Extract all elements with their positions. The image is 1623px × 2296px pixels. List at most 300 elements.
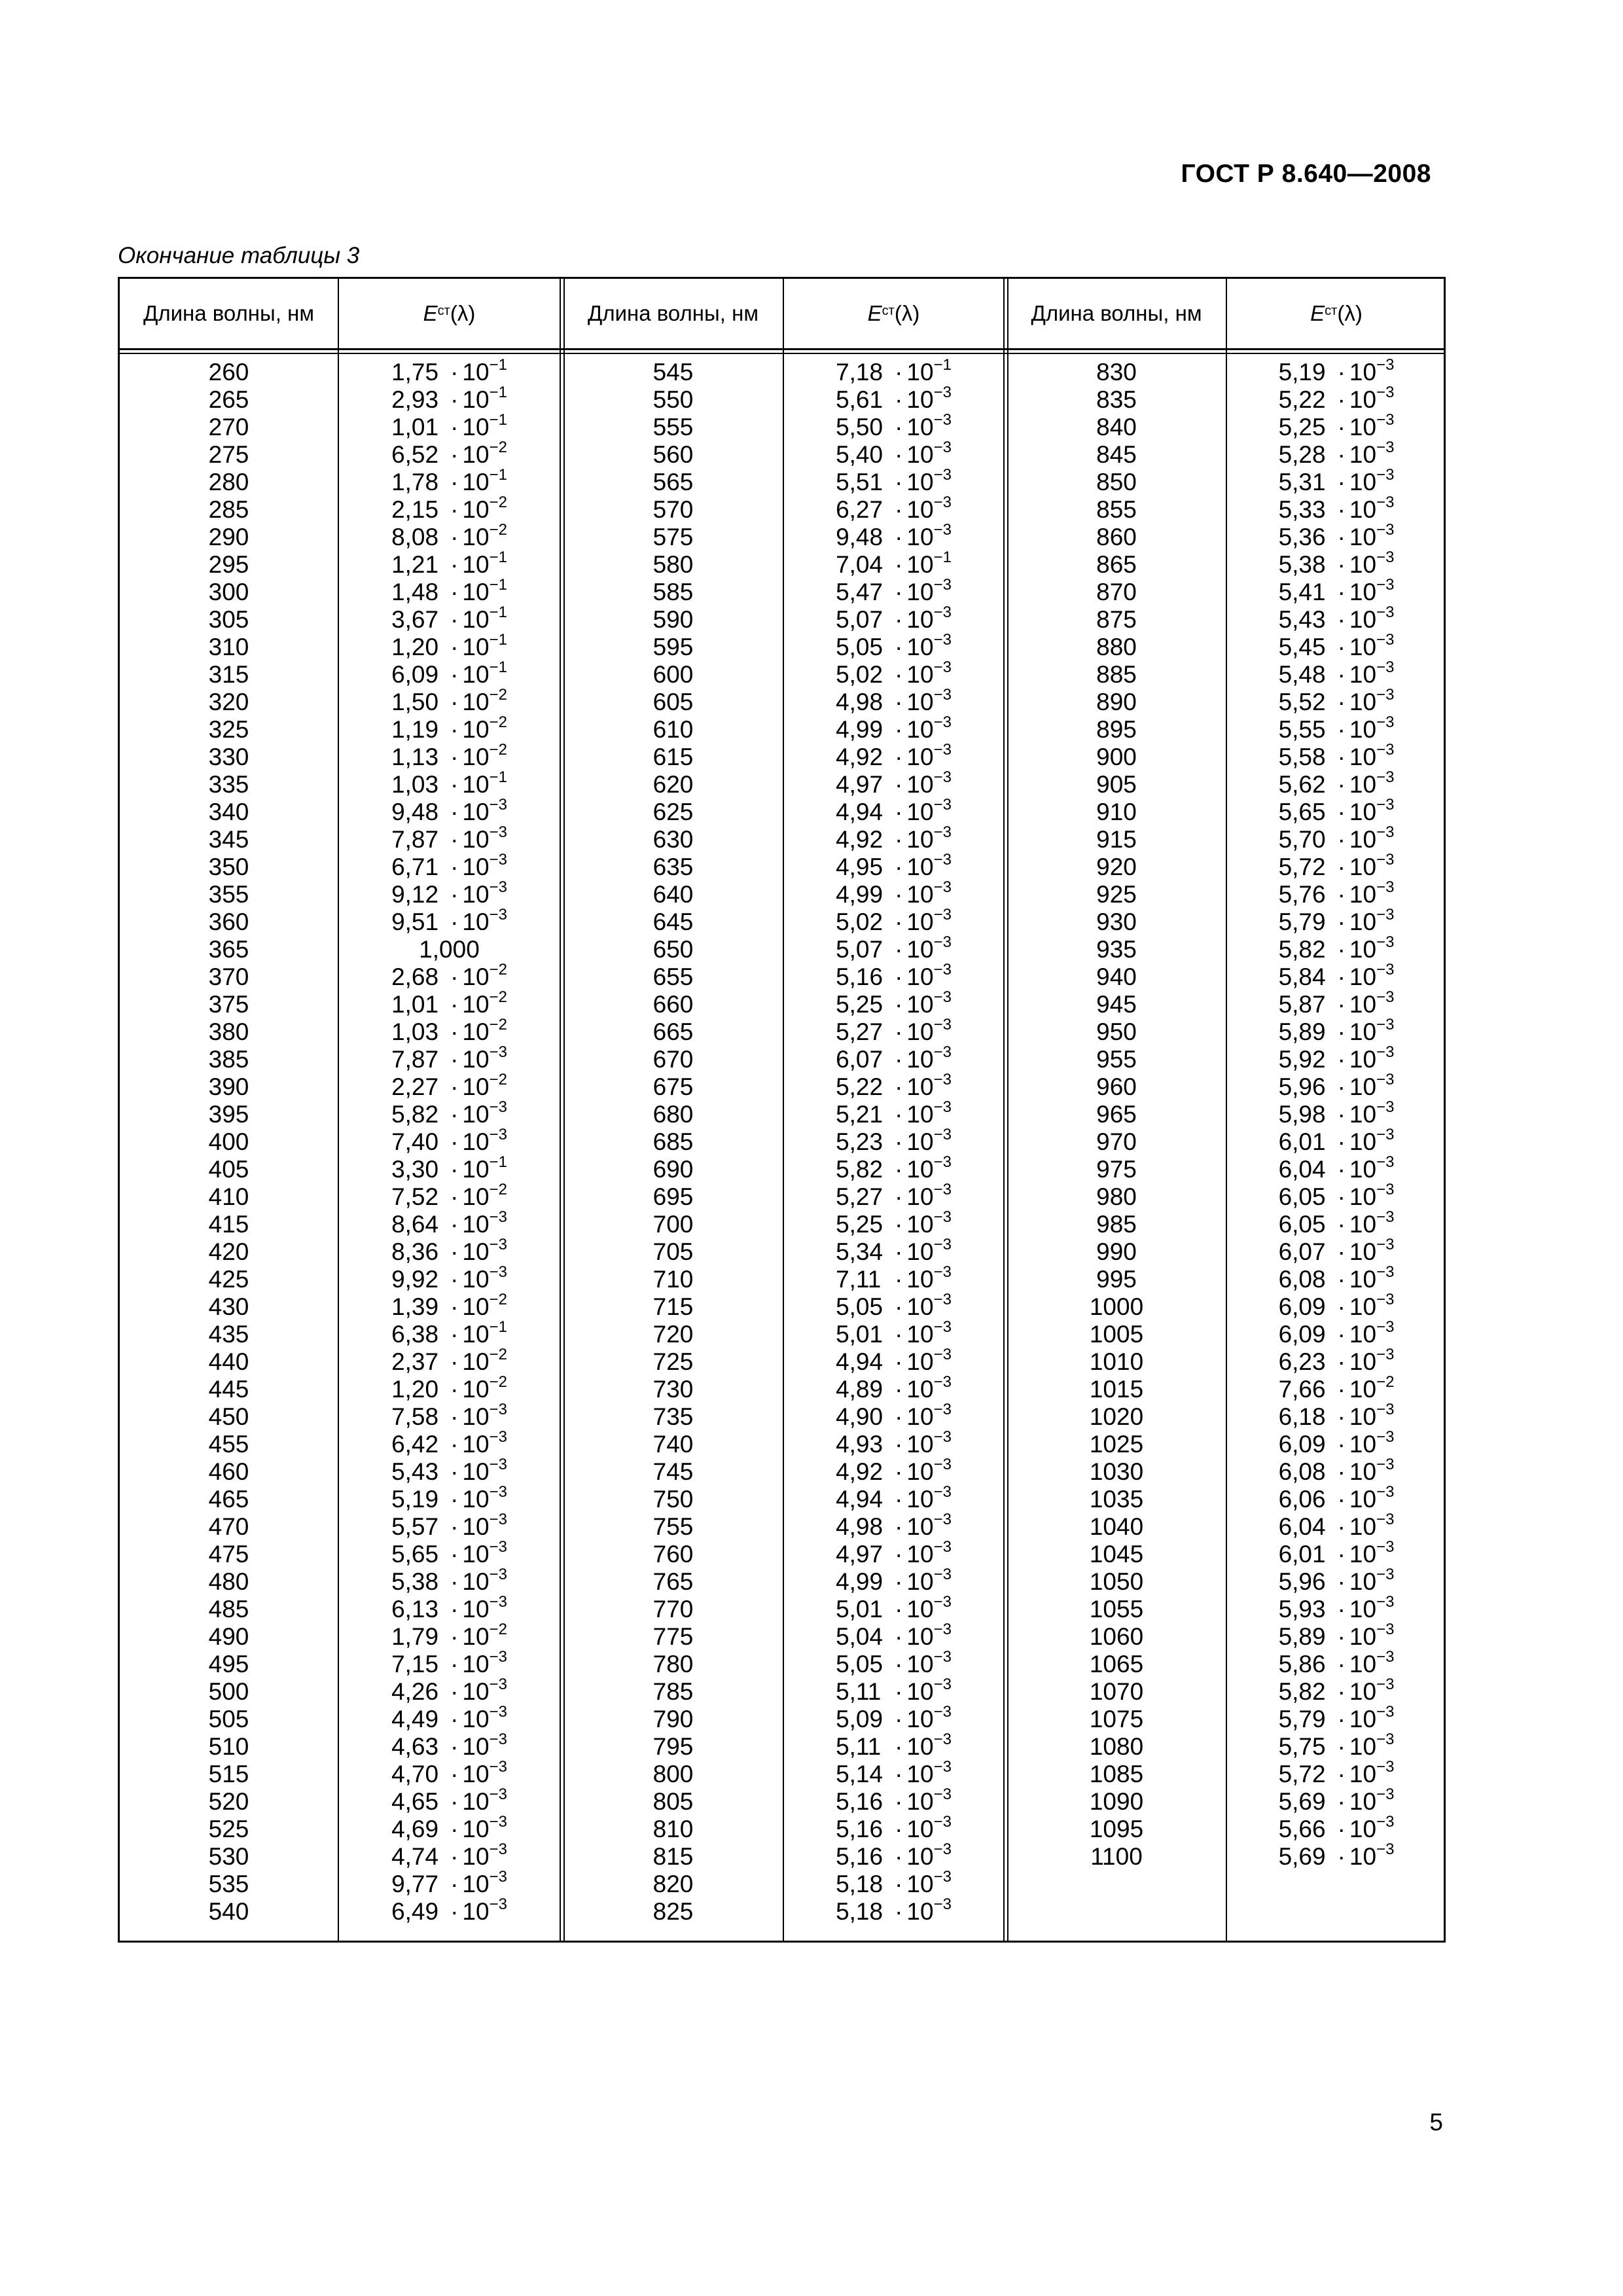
multiply-dot: · bbox=[895, 606, 903, 633]
base-ten: 10 bbox=[906, 414, 934, 440]
value-cell bbox=[784, 1895, 1003, 1926]
base-ten: 10 bbox=[906, 386, 934, 413]
multiply-dot: · bbox=[450, 1293, 459, 1320]
wavelength-cell: 645 bbox=[652, 908, 694, 935]
value-mantissa: 4,94 bbox=[836, 1486, 883, 1513]
base-ten: 10 bbox=[1349, 661, 1377, 688]
base-ten: 10 bbox=[1349, 1651, 1377, 1677]
multiply-dot: · bbox=[1337, 1293, 1346, 1320]
multiply-dot: · bbox=[450, 1678, 459, 1705]
value-cell bbox=[1227, 576, 1446, 606]
value-cell bbox=[1227, 1318, 1446, 1348]
value-mantissa: 5,98 bbox=[1278, 1101, 1326, 1128]
value-mantissa: 5,22 bbox=[836, 1073, 883, 1100]
value-mantissa: 5,86 bbox=[1278, 1651, 1326, 1677]
wavelength-cell: 515 bbox=[208, 1761, 249, 1787]
value-exponent: −3 bbox=[489, 1895, 507, 1913]
base-ten: 10 bbox=[462, 1513, 490, 1540]
multiply-dot: · bbox=[895, 524, 903, 550]
spectral-table bbox=[118, 277, 1446, 1943]
base-ten: 10 bbox=[906, 1678, 934, 1705]
value-cell bbox=[784, 1018, 1003, 1046]
multiply-dot: · bbox=[1337, 991, 1346, 1018]
value-exponent: −3 bbox=[1376, 384, 1395, 401]
wavelength-cell: 380 bbox=[208, 1018, 249, 1045]
value-exponent: −3 bbox=[1376, 1456, 1395, 1473]
value-mantissa: 4,95 bbox=[836, 853, 883, 880]
value-cell bbox=[784, 1403, 1003, 1431]
header-ev bbox=[1227, 279, 1446, 348]
base-ten: 10 bbox=[1349, 1348, 1377, 1375]
base-ten: 10 bbox=[462, 1706, 490, 1732]
multiply-dot: · bbox=[1337, 1183, 1346, 1210]
base-ten: 10 bbox=[462, 1238, 490, 1265]
value-cell bbox=[1227, 1813, 1446, 1843]
value-exponent: −2 bbox=[489, 961, 507, 978]
multiply-dot: · bbox=[450, 1486, 459, 1513]
value-exponent: −2 bbox=[489, 1346, 507, 1363]
base-ten: 10 bbox=[462, 496, 490, 523]
base-ten: 10 bbox=[906, 1843, 934, 1870]
wavelength-cell: 820 bbox=[652, 1871, 694, 1897]
wavelength-cell: 690 bbox=[652, 1156, 694, 1183]
value-exponent: −3 bbox=[1376, 658, 1395, 676]
wavelength-cell: 680 bbox=[652, 1101, 694, 1128]
value-cell bbox=[1227, 1238, 1446, 1266]
base-ten: 10 bbox=[1349, 1293, 1377, 1320]
value-cell bbox=[784, 521, 1003, 551]
multiply-dot: · bbox=[1337, 1321, 1346, 1348]
base-ten: 10 bbox=[1349, 606, 1377, 633]
multiply-dot: · bbox=[1337, 716, 1346, 743]
value-exponent: −3 bbox=[933, 1785, 952, 1803]
value-exponent: −3 bbox=[1376, 1428, 1395, 1446]
base-ten: 10 bbox=[1349, 798, 1377, 825]
value-cell bbox=[339, 823, 560, 853]
value-mantissa: 4,92 bbox=[836, 744, 883, 770]
value-exponent: −3 bbox=[1376, 1016, 1395, 1033]
value-exponent: −3 bbox=[1376, 851, 1395, 869]
value-exponent: −3 bbox=[933, 1373, 952, 1391]
value-exponent: −3 bbox=[1376, 1593, 1395, 1611]
multiply-dot: · bbox=[450, 744, 459, 770]
base-ten: 10 bbox=[906, 606, 934, 633]
value-cell bbox=[339, 356, 560, 386]
multiply-dot: · bbox=[450, 551, 459, 578]
value-cell bbox=[784, 1373, 1003, 1403]
value-cell bbox=[784, 493, 1003, 524]
wavelength-cell: 320 bbox=[208, 689, 249, 715]
value-cell bbox=[1227, 1348, 1446, 1376]
value-exponent: −2 bbox=[489, 1291, 507, 1308]
wavelength-cell: 575 bbox=[652, 524, 694, 550]
base-ten: 10 bbox=[906, 524, 934, 550]
value-cell bbox=[784, 1648, 1003, 1678]
value-exponent: −3 bbox=[933, 1401, 952, 1418]
multiply-dot: · bbox=[450, 496, 459, 523]
wavelength-cell: 360 bbox=[208, 908, 249, 935]
base-ten: 10 bbox=[462, 524, 490, 550]
value-cell bbox=[784, 548, 1003, 579]
multiply-dot: · bbox=[1337, 744, 1346, 770]
wavelength-cell: 1045 bbox=[1089, 1541, 1144, 1568]
multiply-dot: · bbox=[450, 1816, 459, 1842]
value-cell bbox=[1227, 1428, 1446, 1458]
value-mantissa: 2,15 bbox=[391, 496, 439, 523]
multiply-dot: · bbox=[450, 1898, 459, 1925]
multiply-dot: · bbox=[1337, 1238, 1346, 1265]
value-cell bbox=[784, 411, 1003, 441]
base-ten: 10 bbox=[1349, 1321, 1377, 1348]
base-ten: 10 bbox=[1349, 1431, 1377, 1458]
value-cell bbox=[1227, 1840, 1446, 1871]
header-ev bbox=[784, 279, 1003, 348]
value-exponent: −3 bbox=[1376, 1538, 1395, 1556]
multiply-dot: · bbox=[1337, 469, 1346, 495]
value-cell bbox=[784, 1428, 1003, 1458]
multiply-dot: · bbox=[895, 634, 903, 660]
value-cell bbox=[1227, 1043, 1446, 1073]
wavelength-cell: 895 bbox=[1096, 716, 1137, 743]
value-exponent: −2 bbox=[489, 686, 507, 704]
value-cell bbox=[339, 1318, 560, 1348]
wavelength-cell: 715 bbox=[652, 1293, 694, 1320]
base-ten: 10 bbox=[462, 1458, 490, 1485]
value-exponent: −3 bbox=[933, 823, 952, 841]
value-mantissa: 6,08 bbox=[1278, 1458, 1326, 1485]
value-exponent: −3 bbox=[1376, 1703, 1395, 1721]
multiply-dot: · bbox=[895, 1513, 903, 1540]
base-ten: 10 bbox=[462, 551, 490, 578]
base-ten: 10 bbox=[906, 469, 934, 495]
multiply-dot: · bbox=[450, 1211, 459, 1238]
multiply-dot: · bbox=[450, 359, 459, 386]
base-ten: 10 bbox=[1349, 1128, 1377, 1155]
value-mantissa: 6,42 bbox=[391, 1431, 439, 1458]
multiply-dot: · bbox=[895, 386, 903, 413]
value-exponent: −3 bbox=[933, 576, 952, 594]
value-exponent: −3 bbox=[933, 1703, 952, 1721]
wavelength-cell: 840 bbox=[1096, 414, 1137, 440]
value-exponent: −3 bbox=[1376, 631, 1395, 649]
multiply-dot: · bbox=[895, 1293, 903, 1320]
value-cell bbox=[784, 1073, 1003, 1101]
value-mantissa: 2,37 bbox=[391, 1348, 439, 1375]
base-ten: 10 bbox=[906, 1816, 934, 1842]
value-mantissa: 4,94 bbox=[836, 798, 883, 825]
wavelength-cell: 850 bbox=[1096, 469, 1137, 495]
multiply-dot: · bbox=[895, 1541, 903, 1568]
value-cell bbox=[339, 1648, 560, 1678]
value-cell bbox=[1227, 411, 1446, 441]
value-mantissa: 5,70 bbox=[1278, 826, 1326, 853]
value-exponent: −1 bbox=[489, 658, 507, 676]
multiply-dot: · bbox=[895, 1101, 903, 1128]
base-ten: 10 bbox=[906, 1706, 934, 1732]
base-ten: 10 bbox=[462, 1871, 490, 1897]
header-ev bbox=[339, 279, 560, 348]
value-cell bbox=[784, 1128, 1003, 1156]
wavelength-cell: 860 bbox=[1096, 524, 1137, 550]
value-mantissa: 5,38 bbox=[1278, 551, 1326, 578]
value-mantissa: 6,13 bbox=[391, 1596, 439, 1623]
value-exponent: −3 bbox=[489, 1208, 507, 1226]
value-exponent: −3 bbox=[933, 1291, 952, 1308]
value-mantissa: 1,03 bbox=[391, 771, 439, 798]
header-wavelength bbox=[120, 279, 338, 348]
multiply-dot: · bbox=[450, 881, 459, 908]
wavelength-cell: 415 bbox=[208, 1211, 249, 1238]
value-mantissa: 4,63 bbox=[391, 1733, 439, 1760]
value-cell bbox=[339, 493, 560, 524]
value-mantissa: 7,11 bbox=[836, 1266, 882, 1293]
base-ten: 10 bbox=[1349, 991, 1377, 1018]
value-mantissa: 5,23 bbox=[836, 1128, 883, 1155]
multiply-dot: · bbox=[450, 469, 459, 495]
value-exponent: −3 bbox=[933, 851, 952, 869]
value-mantissa: 5,21 bbox=[836, 1101, 883, 1128]
value-exponent: −3 bbox=[933, 1181, 952, 1198]
multiply-dot: · bbox=[895, 1761, 903, 1787]
multiply-dot: · bbox=[1337, 1816, 1346, 1842]
value-exponent: −3 bbox=[933, 1428, 952, 1446]
value-mantissa: 8,08 bbox=[391, 524, 439, 550]
value-exponent: −3 bbox=[933, 1593, 952, 1611]
wavelength-cell: 285 bbox=[208, 496, 249, 523]
value-cell bbox=[1227, 1293, 1446, 1321]
base-ten: 10 bbox=[462, 716, 490, 743]
multiply-dot: · bbox=[895, 1706, 903, 1732]
value-cell bbox=[784, 1238, 1003, 1266]
value-exponent: −3 bbox=[489, 851, 507, 869]
value-exponent: −1 bbox=[489, 576, 507, 594]
value-cell bbox=[339, 1538, 560, 1568]
value-mantissa: 1,50 bbox=[391, 689, 439, 715]
wavelength-cell: 990 bbox=[1096, 1238, 1137, 1265]
value-cell bbox=[339, 441, 560, 469]
value-exponent: −3 bbox=[1376, 1291, 1395, 1308]
multiply-dot: · bbox=[450, 1348, 459, 1375]
multiply-dot: · bbox=[450, 716, 459, 743]
value-mantissa: 5,25 bbox=[836, 991, 883, 1018]
value-mantissa: 6,04 bbox=[1278, 1156, 1326, 1183]
value-exponent: −1 bbox=[489, 631, 507, 649]
value-cell bbox=[339, 1758, 560, 1788]
base-ten: 10 bbox=[1349, 1623, 1377, 1650]
wavelength-cell: 560 bbox=[652, 441, 694, 468]
value-exponent: −3 bbox=[489, 1813, 507, 1831]
wavelength-cell: 540 bbox=[208, 1898, 249, 1925]
value-cell bbox=[784, 1785, 1003, 1816]
wavelength-cell: 1070 bbox=[1089, 1678, 1144, 1705]
value-mantissa: 5,40 bbox=[836, 441, 883, 468]
multiply-dot: · bbox=[895, 689, 903, 715]
base-ten: 10 bbox=[906, 1431, 934, 1458]
wavelength-cell: 865 bbox=[1096, 551, 1137, 578]
value-mantissa: 7,58 bbox=[391, 1403, 439, 1430]
wavelength-cell: 760 bbox=[652, 1541, 694, 1568]
value-exponent: −3 bbox=[1376, 493, 1395, 511]
value-mantissa: 2,68 bbox=[391, 963, 439, 990]
multiply-dot: · bbox=[450, 1128, 459, 1155]
value-mantissa: 5,18 bbox=[836, 1871, 883, 1897]
multiply-dot: · bbox=[1337, 689, 1346, 715]
base-ten: 10 bbox=[462, 853, 490, 880]
wavelength-cell: 585 bbox=[652, 579, 694, 605]
base-ten: 10 bbox=[462, 1073, 490, 1100]
value-cell bbox=[1227, 853, 1446, 881]
base-ten: 10 bbox=[906, 1513, 934, 1540]
value-exponent: −3 bbox=[933, 1621, 952, 1638]
multiply-dot: · bbox=[450, 1568, 459, 1595]
value-exponent: −3 bbox=[1376, 878, 1395, 896]
value-exponent: −3 bbox=[933, 521, 952, 539]
value-exponent: −3 bbox=[489, 1593, 507, 1611]
base-ten: 10 bbox=[1349, 634, 1377, 660]
value-mantissa: 5,22 bbox=[1278, 386, 1326, 413]
value-mantissa: 6,07 bbox=[836, 1046, 883, 1073]
multiply-dot: · bbox=[450, 579, 459, 605]
value-mantissa: 4,99 bbox=[836, 716, 883, 743]
value-mantissa: 3,30 bbox=[391, 1156, 439, 1183]
value-mantissa: 5,84 bbox=[1278, 963, 1326, 990]
value-exponent: −3 bbox=[1376, 933, 1395, 951]
wavelength-cell: 590 bbox=[652, 606, 694, 633]
base-ten: 10 bbox=[462, 606, 490, 633]
value-cell bbox=[1227, 521, 1446, 551]
wavelength-cell: 855 bbox=[1096, 496, 1137, 523]
multiply-dot: · bbox=[1337, 1568, 1346, 1595]
multiply-dot: · bbox=[1337, 579, 1346, 605]
value-mantissa: 6,38 bbox=[391, 1321, 439, 1348]
value-exponent: −3 bbox=[933, 1318, 952, 1336]
base-ten: 10 bbox=[462, 1101, 490, 1128]
value-exponent: −1 bbox=[933, 548, 952, 566]
base-ten: 10 bbox=[906, 496, 934, 523]
value-exponent: −3 bbox=[933, 411, 952, 429]
multiply-dot: · bbox=[450, 1788, 459, 1815]
value-exponent: −3 bbox=[933, 1648, 952, 1666]
base-ten: 10 bbox=[906, 771, 934, 798]
base-ten: 10 bbox=[1349, 1018, 1377, 1045]
base-ten: 10 bbox=[462, 1018, 490, 1045]
value-exponent: −3 bbox=[933, 933, 952, 951]
value-exponent: −3 bbox=[933, 1538, 952, 1556]
multiply-dot: · bbox=[450, 798, 459, 825]
value-cell bbox=[1227, 603, 1446, 634]
base-ten: 10 bbox=[906, 1266, 934, 1293]
value-cell bbox=[784, 988, 1003, 1018]
wavelength-cell: 805 bbox=[652, 1788, 694, 1815]
value-exponent: −3 bbox=[933, 1346, 952, 1363]
value-cell bbox=[339, 1073, 560, 1101]
value-cell bbox=[784, 1813, 1003, 1843]
value-exponent: −1 bbox=[489, 1153, 507, 1171]
value-mantissa: 1,20 bbox=[391, 1376, 439, 1403]
value-mantissa: 5,82 bbox=[391, 1101, 439, 1128]
multiply-dot: · bbox=[1337, 1733, 1346, 1760]
value-cell bbox=[1227, 823, 1446, 853]
value-mantissa: 5,61 bbox=[836, 386, 883, 413]
value-cell bbox=[784, 658, 1003, 689]
value-exponent: −3 bbox=[933, 1813, 952, 1831]
value-mantissa: 5,82 bbox=[1278, 936, 1326, 963]
multiply-dot: · bbox=[895, 469, 903, 495]
multiply-dot: · bbox=[450, 1651, 459, 1677]
value-cell bbox=[1227, 1373, 1446, 1403]
value-mantissa: 5,11 bbox=[836, 1733, 882, 1760]
multiply-dot: · bbox=[450, 1073, 459, 1100]
value-exponent: −3 bbox=[933, 1126, 952, 1143]
value-mantissa: 5,16 bbox=[836, 1788, 883, 1815]
value-exponent: −2 bbox=[489, 521, 507, 539]
value-mantissa: 1,48 bbox=[391, 579, 439, 605]
base-ten: 10 bbox=[462, 469, 490, 495]
wavelength-cell: 830 bbox=[1096, 359, 1137, 386]
base-ten: 10 bbox=[1349, 936, 1377, 963]
multiply-dot: · bbox=[895, 661, 903, 688]
multiply-dot: · bbox=[450, 1018, 459, 1045]
value-cell bbox=[1227, 466, 1446, 496]
base-ten: 10 bbox=[906, 1376, 934, 1403]
value-exponent: −3 bbox=[489, 1868, 507, 1886]
base-ten: 10 bbox=[906, 1898, 934, 1925]
value-mantissa: 7,52 bbox=[391, 1183, 439, 1210]
wavelength-cell: 1075 bbox=[1089, 1706, 1144, 1732]
value-cell bbox=[339, 1043, 560, 1073]
value-exponent: −3 bbox=[1376, 1511, 1395, 1528]
header-ev-symbol: E bbox=[423, 301, 438, 325]
value-cell bbox=[339, 988, 560, 1018]
wavelength-cell: 390 bbox=[208, 1073, 249, 1100]
wavelength-cell: 660 bbox=[652, 991, 694, 1018]
value-mantissa: 6,07 bbox=[1278, 1238, 1326, 1265]
value-mantissa: 5,01 bbox=[836, 1321, 883, 1348]
wavelength-cell: 430 bbox=[208, 1293, 249, 1320]
value-cell bbox=[339, 576, 560, 606]
value-cell bbox=[1227, 798, 1446, 826]
value-cell bbox=[784, 1483, 1003, 1513]
value-cell bbox=[784, 441, 1003, 469]
header-wavelength-text: Длина волны, нм bbox=[587, 301, 759, 325]
value-cell bbox=[784, 1153, 1003, 1183]
base-ten: 10 bbox=[462, 634, 490, 660]
base-ten: 10 bbox=[906, 551, 934, 578]
multiply-dot: · bbox=[450, 1183, 459, 1210]
value-cell bbox=[339, 1678, 560, 1706]
value-exponent: −3 bbox=[933, 1511, 952, 1528]
base-ten: 10 bbox=[462, 881, 490, 908]
wavelength-cell: 730 bbox=[652, 1376, 694, 1403]
value-exponent: −2 bbox=[489, 1071, 507, 1088]
multiply-dot: · bbox=[1337, 1046, 1346, 1073]
wavelength-cell: 420 bbox=[208, 1238, 249, 1265]
value-cell bbox=[339, 1458, 560, 1486]
value-cell bbox=[784, 1458, 1003, 1486]
base-ten: 10 bbox=[1349, 771, 1377, 798]
value-cell bbox=[784, 603, 1003, 634]
multiply-dot: · bbox=[895, 1183, 903, 1210]
value-mantissa: 9,92 bbox=[391, 1266, 439, 1293]
multiply-dot: · bbox=[450, 991, 459, 1018]
value-exponent: −3 bbox=[1376, 1153, 1395, 1171]
value-mantissa: 5,62 bbox=[1278, 771, 1326, 798]
value-mantissa: 5,66 bbox=[1278, 1816, 1326, 1842]
value-cell bbox=[1227, 741, 1446, 771]
multiply-dot: · bbox=[1337, 771, 1346, 798]
value-mantissa: 6,06 bbox=[1278, 1486, 1326, 1513]
value-mantissa: 5,05 bbox=[836, 634, 883, 660]
